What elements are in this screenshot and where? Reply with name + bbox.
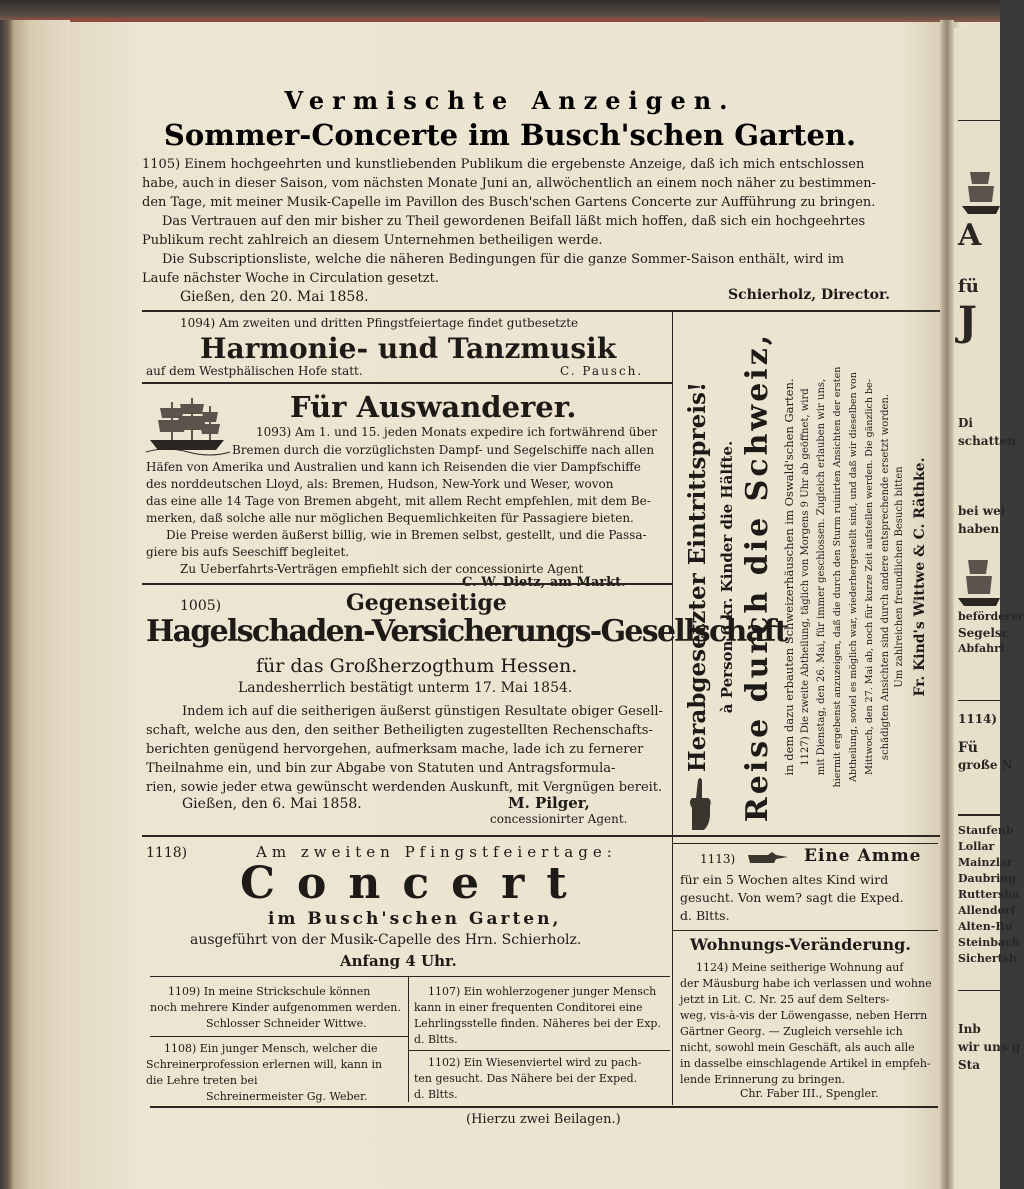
facing-text: große N — [958, 758, 1013, 772]
schweiz-line: 1127) Die zweite Abtheilung, täglich von Morgens 9 Uhr ab geöffnet, wird — [800, 388, 811, 766]
hagel-approval: Landesherrlich bestätigt unterm 17. Mai 1854. — [238, 680, 573, 696]
sommer-title: Sommer-Concerte im Busch'schen Garten. — [163, 118, 857, 152]
facing-text: beförderer — [958, 610, 1024, 623]
rule — [672, 930, 938, 931]
hagel-number: 1005) — [180, 598, 222, 614]
wohnung-line: weg, vis-à-vis der Löwengasse, neben Herrn — [680, 1009, 928, 1022]
rotated-schweiz-ad — [680, 312, 940, 842]
ad1108-line: die Lehre treten bei — [146, 1074, 258, 1087]
hagel-signature-title: concessionirter Agent. — [490, 812, 628, 826]
hagel-line: berichten genügend hervorgehen, aufmerksam mache, lade ich zu fernerer — [146, 742, 644, 757]
facing-text: Steinbach — [958, 936, 1020, 949]
hagel-line: Indem ich auf die seitherigen äußerst günstigen Resultate obiger Gesell- — [182, 704, 663, 719]
column-rule — [408, 976, 409, 1102]
facing-text: bei wel — [958, 504, 1006, 518]
ad1109-line: noch mehrere Kinder aufgenommen werden. — [150, 1001, 401, 1014]
sailing-ship-icon — [146, 396, 230, 454]
rule — [142, 382, 672, 384]
facing-text: A — [958, 218, 982, 253]
sommer-line: Publikum recht zahlreich an diesem Unternehmen betheiligen werde. — [142, 233, 603, 248]
schweiz-line: Um zahlreichen freundlichen Besuch bitten — [894, 466, 905, 688]
facing-text: Daubring — [958, 872, 1017, 885]
harmonie-location: auf dem Westphälischen Hofe statt. — [146, 364, 363, 378]
hagel-title: Hagelschaden-Versicherungs-Gesellschaft — [146, 614, 787, 649]
rule — [142, 583, 672, 585]
amme-line: gesucht. Von wem? sagt die Exped. — [680, 890, 904, 905]
auswanderer-line: merken, daß solche alle nur möglichen Bequemlichkeiten für Passagiere bieten. — [146, 511, 634, 525]
rule — [150, 1036, 408, 1037]
concert-line4: Anfang 4 Uhr. — [340, 952, 457, 970]
wohnung-title: Wohnungs-Veränderung. — [690, 935, 911, 954]
schweiz-line: Abtheilung, soviel es möglich war, wiederhergestellt sind, und daß wir dieselben von — [848, 372, 859, 782]
facing-text: Sichertsh — [958, 952, 1017, 965]
harmonie-title: Harmonie- und Tanzmusik — [200, 332, 617, 365]
sommer-line: 1105) Einem hochgeehrten und kunstliebenden Publikum die ergebenste Anzeige, daß ich mich entschlossen — [142, 157, 865, 172]
sommer-line: Laufe nächster Woche in Circulation gesetzt. — [142, 271, 439, 286]
ad1102-line: d. Bltts. — [414, 1088, 458, 1101]
sommer-line: Das Vertrauen auf den mir bisher zu Theil gewordenen Beifall läßt mich hoffen, daß sich ein hochgeehrtes — [162, 214, 866, 229]
sailing-ship-icon — [960, 162, 1000, 218]
schweiz-location: in dem dazu erbauten Schweizerhäuschen im Oswald'schen Garten. — [782, 378, 796, 776]
hagel-date: Gießen, den 6. Mai 1858. — [182, 796, 362, 812]
pointing-hand-icon — [684, 774, 718, 832]
schweiz-signature: Fr. Kind's Wittwe & C. Räthke. — [912, 457, 928, 697]
footer-note: (Hierzu zwei Beilagen.) — [466, 1112, 621, 1127]
auswanderer-line: des norddeutschen Lloyd, als: Bremen, Hudson, New-York und Weser, wovon — [146, 477, 614, 491]
wohnung-line: der Mäusburg habe ich verlassen und wohne — [680, 977, 932, 990]
facing-text: Fü — [958, 740, 978, 756]
sommer-line: Die Subscriptionsliste, welche die näheren Bedingungen für die ganze Sommer-Saison enthält, wird im — [162, 252, 845, 267]
ad1107-line: kann in einer frequenten Conditorei eine — [414, 1001, 643, 1014]
concert-number: 1118) — [146, 845, 188, 861]
hagel-pre-title: Gegenseitige — [346, 590, 507, 616]
page-fold — [940, 20, 954, 1189]
hagel-subtitle: für das Großherzogthum Hessen. — [256, 655, 578, 677]
rule — [150, 976, 670, 977]
ad1107-line: d. Bltts. — [414, 1033, 458, 1046]
facing-text: schatten — [958, 434, 1017, 448]
auswanderer-line: das eine alle 14 Tage von Bremen abgeht, mit allem Recht empfehlen, mit dem Be- — [146, 494, 651, 508]
ad1109-line: 1109) In meine Strickschule können — [168, 985, 371, 998]
ad1108-line: 1108) Ein junger Mensch, welcher die — [164, 1042, 378, 1055]
facing-text: Abfahrt — [958, 642, 1005, 655]
rule — [958, 990, 1000, 991]
sailing-ship-icon — [956, 550, 1000, 610]
facing-text: Mainzlar — [958, 856, 1013, 869]
wohnung-line: jetzt in Lit. C. Nr. 25 auf dem Selters- — [680, 993, 890, 1006]
column-rule — [672, 310, 673, 843]
section-title: Vermischte Anzeigen. — [284, 86, 736, 115]
schweiz-line: schädigten Ansichten sind durch andere entsprechende ersetzt worden. — [880, 393, 891, 761]
rule — [672, 843, 938, 844]
book-spine-edge — [0, 20, 70, 1189]
facing-text: Lollar — [958, 840, 995, 853]
hagel-line: schaft, welche aus den, den seither Betheiligten zugestellten Rechenschafts- — [146, 723, 653, 738]
wohnung-line: in dasselbe einschlagende Artikel in empfeh- — [680, 1057, 931, 1070]
amme-line: für ein 5 Wochen altes Kind wird — [680, 872, 889, 887]
facing-page-fragment — [954, 28, 1024, 1189]
facing-text: Inb — [958, 1022, 981, 1036]
facing-text: haben — [958, 522, 1000, 536]
wohnung-line: nicht, sowohl mein Geschäft, als auch alle — [680, 1041, 915, 1054]
schweiz-line: Mittwoch, den 27. Mai ab, noch für kurze Zeit aufstellen werden. Die gänzlich be- — [864, 379, 875, 775]
auswanderer-line: Häfen von Amerika und Australien und kann ich Reisenden die vier Dampfschiffe — [146, 460, 641, 474]
sommer-date: Gießen, den 20. Mai 1858. — [180, 289, 369, 305]
facing-text: Sta — [958, 1058, 980, 1072]
facing-text: wir uns g — [958, 1040, 1021, 1054]
amme-title: Eine Amme — [804, 846, 922, 866]
hagel-line: rien, sowie jeder etwa gewünscht werdenden Auskunft, mit Vergnügen bereit. — [146, 780, 663, 795]
facing-text: Ruttersha — [958, 888, 1020, 901]
sommer-signature: Schierholz, Director. — [728, 287, 890, 303]
rule — [408, 1050, 670, 1051]
auswanderer-line: Die Preise werden äußerst billig, wie in Bremen selbst, gestellt, und die Passa- — [166, 528, 647, 542]
red-edge-line — [18, 18, 708, 22]
harmonie-signature: C. Pausch. — [560, 364, 644, 378]
wohnung-line: 1124) Meine seitherige Wohnung auf — [696, 961, 904, 974]
wohnung-signature: Chr. Faber III., Spengler. — [740, 1087, 879, 1100]
schweiz-heading: Herabgesetzter Eintrittspreis! — [684, 381, 711, 773]
concert-line1: Am zweiten Pfingstfeiertage: — [256, 843, 617, 861]
concert-line2: im Busch'schen Garten, — [268, 909, 562, 929]
ad1108-line: Schreinermeister Gg. Weber. — [206, 1090, 368, 1103]
wohnung-line: Gärtner Georg. — Zugleich versehle ich — [680, 1025, 903, 1038]
hagel-signature: M. Pilger, — [508, 794, 590, 812]
amme-line: d. Bltts. — [680, 908, 730, 923]
schweiz-line: mit Dienstag, den 26. Mai, für immer geschlossen. Zugleich erlauben wir uns, — [816, 378, 827, 776]
facing-text: 1114) — [958, 712, 998, 726]
rule — [958, 814, 1000, 816]
sommer-line: habe, auch in dieser Saison, vom nächsten Monate Juni an, allwöchentlich an einem noch näher zu bestimmen- — [142, 176, 877, 191]
concert-line3: ausgeführt von der Musik-Capelle des Hrn. Schierholz. — [190, 932, 582, 948]
facing-text: Allendorf — [958, 904, 1016, 917]
schweiz-price: à Person 6 kr. Kinder die Hälfte. — [718, 440, 736, 714]
schweiz-line: hiermit ergebenst anzuzeigen, daß die durch den Sturm ruinirten Ansichten der ersten — [832, 366, 843, 788]
rule — [958, 120, 1000, 121]
auswanderer-line: giere bis aufs Seeschiff begleitet. — [146, 545, 350, 559]
ad1107-line: 1107) Ein wohlerzogener junger Mensch — [428, 985, 657, 998]
auswanderer-title: Für Auswanderer. — [290, 390, 577, 424]
auswanderer-line: Zu Ueberfahrts-Verträgen empfiehlt sich der concessionirte Agent — [180, 562, 584, 576]
schweiz-title: Reise durch die Schweiz, — [740, 331, 775, 823]
facing-text: Staufenb — [958, 824, 1014, 837]
pointing-hand-icon — [746, 851, 790, 865]
facing-text: Di — [958, 416, 973, 430]
hagel-line: Theilnahme ein, und bin zur Abgabe von Statuten und Antragsformula- — [146, 761, 616, 776]
concert-title: Concert — [240, 858, 589, 909]
sommer-line: den Tage, mit meiner Musik-Capelle im Pavillon des Busch'schen Gartens Concerte zur Aufführung zu bringen. — [142, 195, 876, 210]
ad1108-line: Schreinerprofession erlernen will, kann in — [146, 1058, 383, 1071]
ad1102-line: 1102) Ein Wiesenviertel wird zu pach- — [428, 1056, 642, 1069]
ad1107-line: Lehrlingsstelle finden. Näheres bei der Exp. — [414, 1017, 661, 1030]
auswanderer-line: 1093) Am 1. und 15. jeden Monats expedire ich fortwährend über — [256, 425, 657, 439]
facing-text: fü — [958, 276, 979, 297]
harmonie-intro: 1094) Am zweiten und dritten Pfingstfeiertage findet gutbesetzte — [180, 316, 579, 330]
wohnung-line: lende Erinnerung zu bringen. — [680, 1073, 846, 1086]
facing-text: Alten-Bu — [958, 920, 1013, 933]
column-rule — [672, 835, 673, 1105]
rule — [958, 700, 1000, 701]
auswanderer-line: Bremen durch die vorzüglichsten Dampf- und Segelschiffe nach allen — [232, 443, 655, 457]
ad1109-line: Schlosser Schneider Wittwe. — [206, 1017, 367, 1030]
ad1102-line: ten gesucht. Das Nähere bei der Exped. — [414, 1072, 638, 1085]
facing-text: J — [958, 298, 977, 345]
amme-number: 1113) — [700, 852, 736, 866]
rule — [150, 1106, 938, 1108]
facing-text: Segelsc — [958, 626, 1009, 640]
